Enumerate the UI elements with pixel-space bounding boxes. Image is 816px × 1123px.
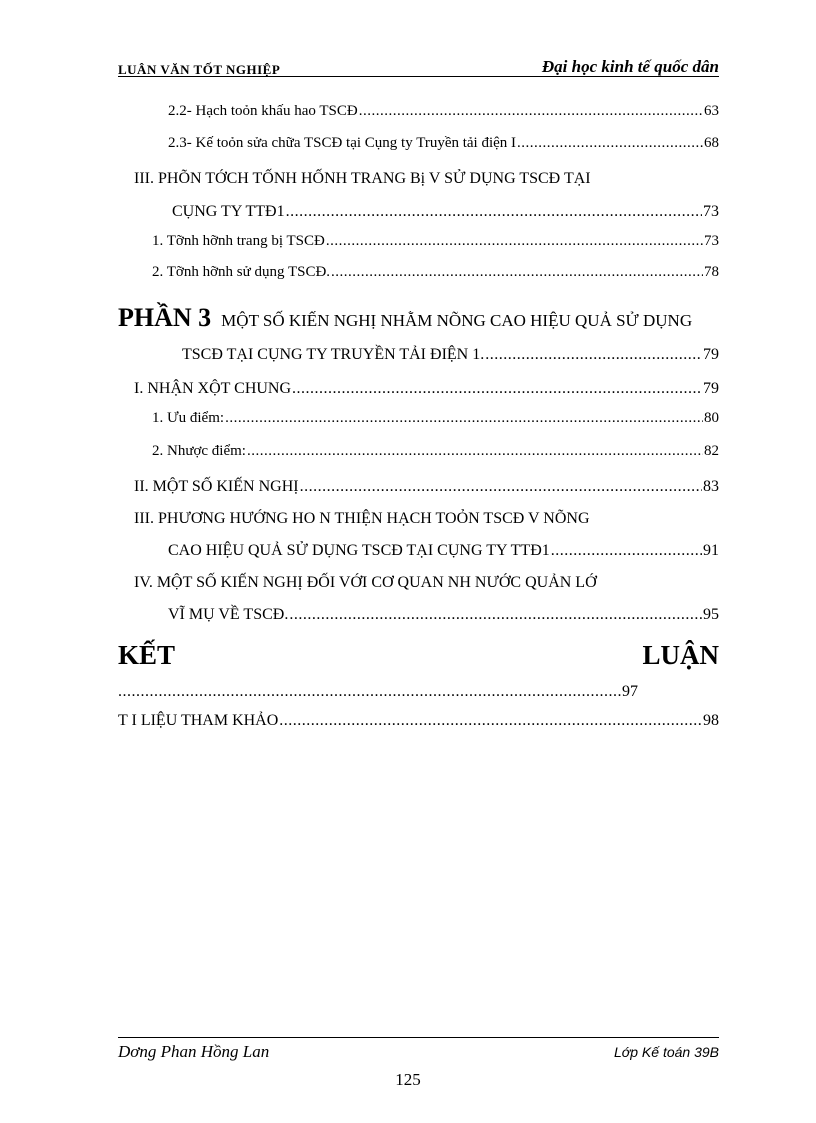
- toc-entry-title: IV. MỘT SỐ KIẾN NGHỊ ĐỐI VỚI CƠ QUAN NH NƯỚC QUẢN LỚ: [134, 574, 597, 591]
- toc-leader: [517, 135, 703, 152]
- footer-rule: [118, 1037, 719, 1038]
- toc-leader: [247, 443, 703, 460]
- toc-entry-title: I. NHẬN XỘT CHUNG: [134, 380, 292, 397]
- toc-entry[interactable]: [168, 135, 719, 152]
- toc-leader: [326, 233, 703, 250]
- toc-entry-page: 95: [703, 606, 719, 623]
- toc-leader: [551, 542, 702, 560]
- toc-leader: [118, 683, 621, 701]
- toc-leader: [300, 478, 702, 496]
- toc-leader: [485, 346, 702, 364]
- toc-part-title: MỘT SỐ KIẾN NGHỊ NHẰM NÕNG CAO HIỆU QUẢ SỬ DỤNG: [221, 311, 693, 330]
- toc-section-heading[interactable]: [134, 170, 719, 188]
- toc-entry-page: 98: [703, 712, 719, 729]
- toc-entry[interactable]: [168, 103, 719, 120]
- toc-entry-title: 2.2- Hạch toỏn khấu hao TSCĐ: [168, 103, 358, 119]
- toc-entry-page: 73: [704, 233, 719, 249]
- toc-entry-title: 1. Tỡnh hỡnh trang bị TSCĐ: [152, 233, 325, 249]
- footer-class: Lớp Kế toán 39B: [614, 1044, 719, 1060]
- toc-entry-title: II. MỘT SỐ KIẾN NGHỊ: [134, 478, 299, 495]
- toc-leader: [286, 203, 702, 221]
- toc-section-heading[interactable]: [134, 510, 719, 528]
- toc-entry-page: 79: [703, 346, 719, 363]
- toc-part-heading[interactable]: [118, 303, 719, 333]
- toc-leader: [359, 103, 703, 120]
- toc-entry-page: 73: [703, 203, 719, 220]
- toc-entry[interactable]: [182, 346, 719, 364]
- toc-entry-title: VĨ MỤ VỀ TSCĐ.: [168, 606, 289, 623]
- toc-entry-page: 83: [703, 478, 719, 495]
- toc-entry-title: CỤNG TY TTĐ1: [172, 203, 285, 220]
- toc-entry-page: 82: [704, 443, 719, 459]
- toc-leader: [289, 606, 702, 624]
- toc-leader: [292, 380, 702, 398]
- toc-entry-title: 1. Ưu điểm:: [152, 410, 225, 426]
- toc-entry[interactable]: [134, 478, 719, 496]
- toc-leader: [225, 410, 703, 427]
- toc-conclusion-heading[interactable]: [118, 640, 719, 671]
- toc-entry-title: 2. Tỡnh hỡnh sử dụng TSCĐ.: [152, 264, 331, 280]
- toc-leader: [331, 264, 703, 281]
- toc-entry-page: 80: [704, 410, 719, 426]
- toc-entry-title: 2.3- Kế toỏn sửa chữa TSCĐ tại Cụng ty Truyền tải điện I: [168, 135, 517, 151]
- header-thesis-title: LUÂN VĂN TỐT NGHIỆP: [118, 62, 281, 77]
- toc-entry-page: 97: [622, 683, 638, 700]
- toc-entry[interactable]: [172, 203, 719, 221]
- toc-entry-title: TSCĐ TẠI CỤNG TY TRUYỀN TẢI ĐIỆN 1.: [182, 346, 485, 363]
- toc-entry-title: III. PHƯƠNG HƯỚNG HO N THIỆN HẠCH TOỎN TSCĐ V NÕNG: [134, 510, 590, 527]
- toc-entry[interactable]: [168, 606, 719, 624]
- toc-entry[interactable]: [134, 380, 719, 398]
- toc-entry-title: 2. Nhược điểm:: [152, 443, 246, 459]
- toc-conclusion-word-2: LUẬN: [642, 640, 719, 670]
- page-number: 125: [395, 1070, 421, 1089]
- toc-entry-page: 79: [703, 380, 719, 397]
- header-university: Đại học kinh tế quốc dân: [541, 57, 719, 76]
- toc-entry-page: 78: [704, 264, 719, 280]
- toc-entry[interactable]: [118, 712, 719, 730]
- toc-leader: [279, 712, 702, 730]
- toc-entry[interactable]: [118, 683, 638, 701]
- toc-conclusion-word-1: KẾT: [118, 640, 176, 670]
- toc-entry-page: 63: [704, 103, 719, 119]
- toc-entry[interactable]: [152, 233, 719, 250]
- toc-entry[interactable]: [168, 542, 719, 560]
- toc-part-label: PHẦN 3: [118, 303, 212, 332]
- toc-entry-page: 68: [704, 135, 719, 151]
- toc-entry[interactable]: [152, 410, 719, 427]
- toc-entry[interactable]: [152, 264, 719, 281]
- footer-author: Dơng Phan Hồng Lan: [118, 1042, 270, 1061]
- toc-entry-title: T I LIỆU THAM KHẢO: [118, 712, 279, 729]
- toc-section-heading[interactable]: [134, 574, 719, 592]
- header-rule: [118, 76, 719, 77]
- toc-entry-title: III. PHÕN TỚCH TỐNH HỐNH TRANG Bị V SỬ DỤNG TSCĐ TẠI: [134, 170, 591, 187]
- toc-entry-title: CAO HIỆU QUẢ SỬ DỤNG TSCĐ TẠI CỤNG TY TTĐ1: [168, 542, 550, 559]
- toc-entry[interactable]: [152, 443, 719, 460]
- toc-entry-page: 91: [703, 542, 719, 559]
